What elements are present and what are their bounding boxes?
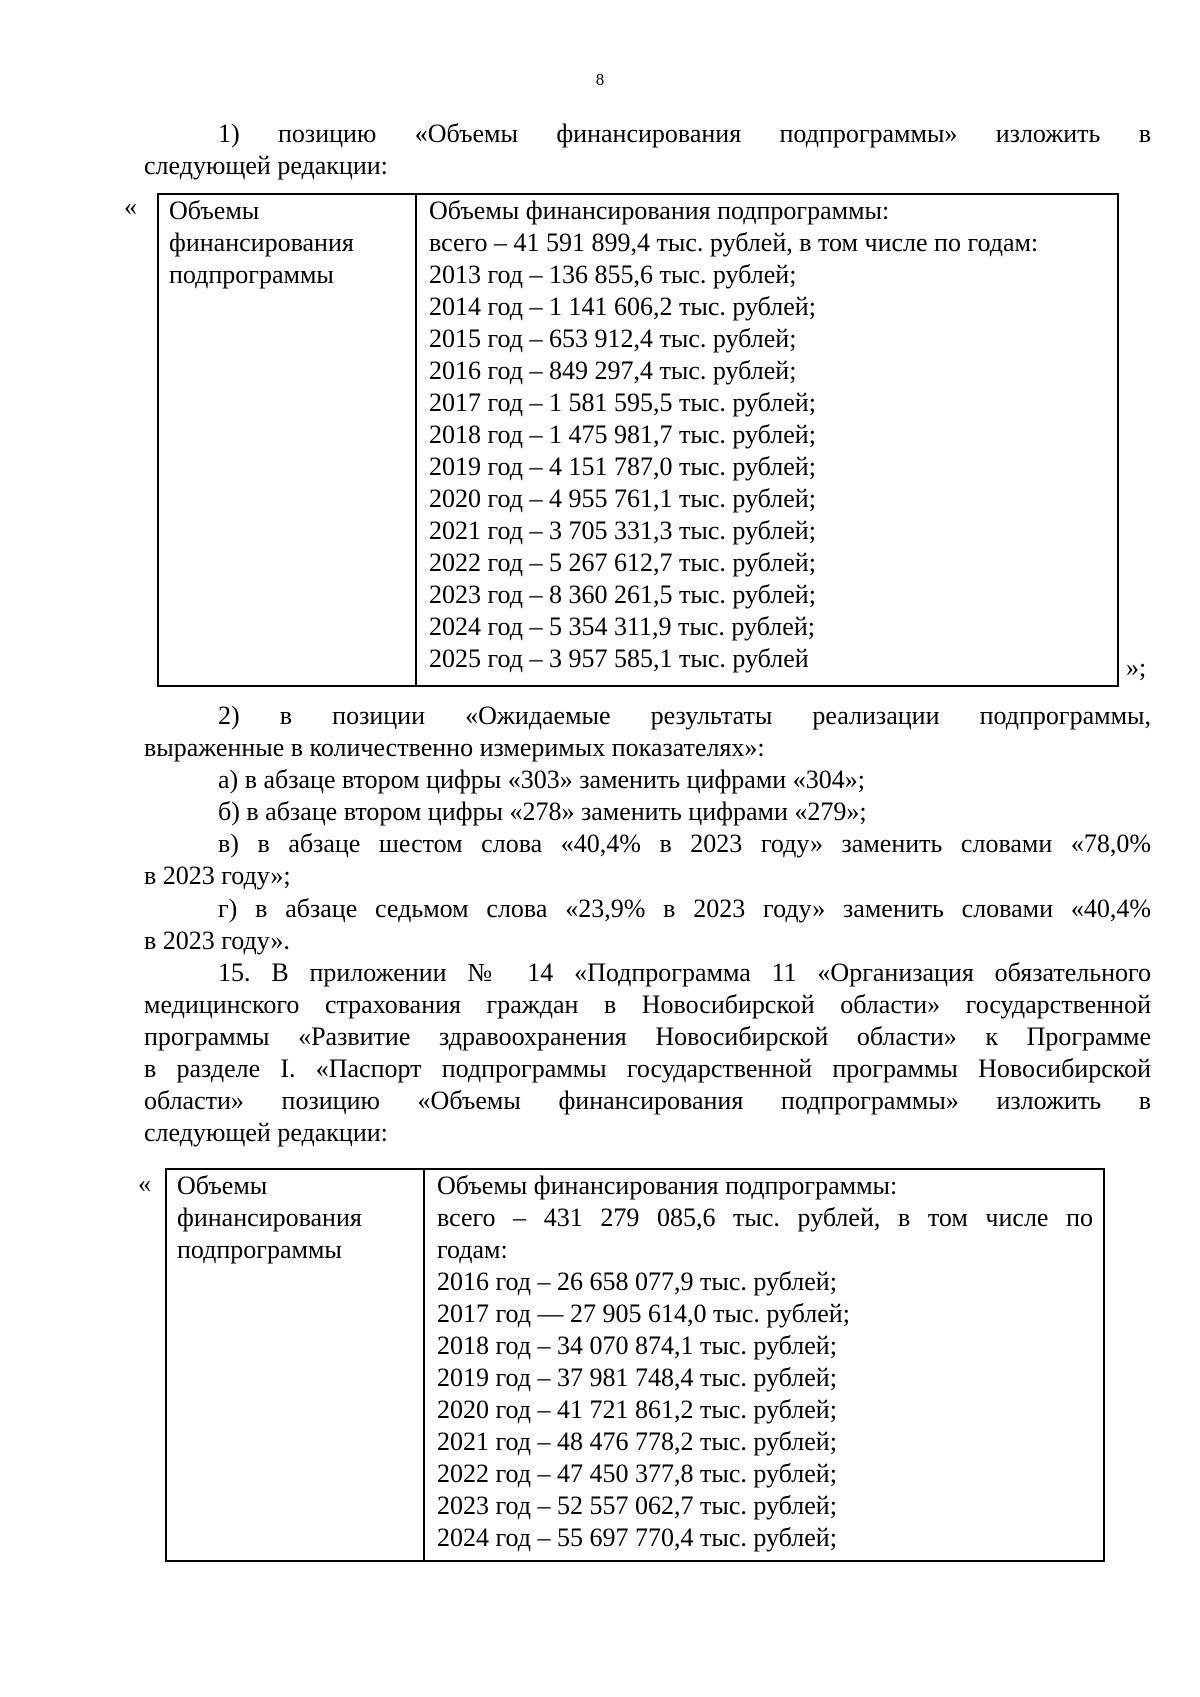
cell-line: 2020 год – 41 721 861,2 тыс. рублей;: [437, 1395, 837, 1424]
cell-line: 2016 год – 26 658 077,9 тыс. рублей;: [437, 1267, 837, 1296]
cell-line: 2021 год – 3 705 331,3 тыс. рублей;: [429, 516, 816, 545]
column-divider: [423, 1170, 425, 1560]
cell-line: всего – 41 591 899,4 тыс. рублей, в том числе по годам:: [429, 228, 1039, 257]
cell-line: 2015 год – 653 912,4 тыс. рублей;: [429, 324, 797, 353]
cell-line: 2025 год – 3 957 585,1 тыс. рублей: [429, 644, 809, 673]
cell-line: 2014 год – 1 141 606,2 тыс. рублей;: [429, 292, 816, 321]
item15-line5: области» позицию «Объемы финансирования подпрограммы» изложить в: [144, 1086, 1151, 1115]
cell-line: 2020 год – 4 955 761,1 тыс. рублей;: [429, 484, 816, 513]
cell-line: 2022 год – 47 450 377,8 тыс. рублей;: [437, 1459, 837, 1488]
item2-line2: выраженные в количественно измеримых показателях»:: [144, 733, 765, 762]
cell-line: Объемы: [177, 1171, 268, 1200]
item15-line3: программы «Развитие здравоохранения Новосибирской области» к Программе: [144, 1022, 1151, 1051]
table2-right-total: всего – 431 279 085,6 тыс. рублей, в том числе по: [437, 1203, 1093, 1232]
item2-g-line2: в 2023 году».: [144, 926, 290, 955]
table2-right-cell: [437, 1170, 1093, 1554]
funding-table-1: [157, 193, 1119, 687]
cell-line: 2017 год – 1 581 595,5 тыс. рублей;: [429, 388, 816, 417]
funding-table-2: [165, 1168, 1105, 1562]
table1-open-quote: «: [124, 192, 137, 221]
cell-line: финансирования: [169, 228, 354, 257]
cell-line: 2019 год – 37 981 748,4 тыс. рублей;: [437, 1363, 837, 1392]
cell-line: 2023 год – 8 360 261,5 тыс. рублей;: [429, 580, 816, 609]
table2-right-years: [437, 1234, 1093, 1554]
cell-line: Объемы: [169, 196, 260, 225]
item15-line4: в разделе I. «Паспорт подпрограммы государственной программы Новосибирской: [144, 1054, 1151, 1083]
cell-line: 2022 год – 5 267 612,7 тыс. рублей;: [429, 548, 816, 577]
table1-right-cell: [429, 195, 1038, 675]
cell-line: 2024 год – 5 354 311,9 тыс. рублей;: [429, 612, 815, 641]
item2-b: б) в абзаце втором цифры «278» заменить цифрами «279»;: [218, 797, 867, 826]
item2-v-line2: в 2023 году»;: [144, 861, 291, 890]
cell-line: финансирования: [177, 1203, 362, 1232]
cell-line: 2018 год – 1 475 981,7 тыс. рублей;: [429, 420, 816, 449]
cell-line: 2013 год – 136 855,6 тыс. рублей;: [429, 260, 797, 289]
cell-line: Объемы финансирования подпрограммы:: [429, 196, 890, 225]
item2-line1: 2) в позиции «Ожидаемые результаты реализации подпрограммы,: [218, 701, 1151, 730]
table2-left-cell: [177, 1170, 362, 1266]
cell-line: 2019 год – 4 151 787,0 тыс. рублей;: [429, 452, 816, 481]
cell-line: 2017 год –– 27 905 614,0 тыс. рублей;: [437, 1299, 850, 1328]
item2-v-line1: в) в абзаце шестом слова «40,4% в 2023 году» заменить словами «78,0%: [218, 829, 1151, 858]
item2-a: а) в абзаце втором цифры «303» заменить цифрами «304»;: [218, 765, 865, 794]
item2-g-line1: г) в абзаце седьмом слова «23,9% в 2023 году» заменить словами «40,4%: [218, 894, 1151, 923]
item15-line6: следующей редакции:: [144, 1118, 388, 1147]
cell-line: подпрограммы: [169, 260, 334, 289]
table2-right-heading: Объемы финансирования подпрограммы:: [437, 1171, 898, 1200]
cell-line: годам:: [437, 1235, 508, 1264]
cell-line: 2018 год – 34 070 874,1 тыс. рублей;: [437, 1331, 837, 1360]
page-number: 8: [595, 70, 605, 89]
cell-line: 2021 год – 48 476 778,2 тыс. рублей;: [437, 1427, 837, 1456]
cell-line: подпрограммы: [177, 1235, 342, 1264]
item15-line1: 15. В приложении № 14 «Подпрограмма 11 «Организация обязательного: [218, 958, 1151, 987]
item1-line1: 1) позицию «Объемы финансирования подпрограммы» изложить в: [218, 119, 1151, 148]
cell-line: 2023 год – 52 557 062,7 тыс. рублей;: [437, 1491, 837, 1520]
item1-line2: следующей редакции:: [144, 151, 388, 180]
column-divider: [415, 195, 417, 685]
table1-close-quote: »;: [1126, 653, 1147, 682]
table2-open-quote: «: [138, 1169, 151, 1198]
cell-line: 2016 год – 849 297,4 тыс. рублей;: [429, 356, 797, 385]
table1-left-cell: [169, 195, 354, 291]
item15-line2: медицинского страхования граждан в Новосибирской области» государственной: [144, 990, 1151, 1019]
cell-line: 2024 год – 55 697 770,4 тыс. рублей;: [437, 1523, 837, 1552]
